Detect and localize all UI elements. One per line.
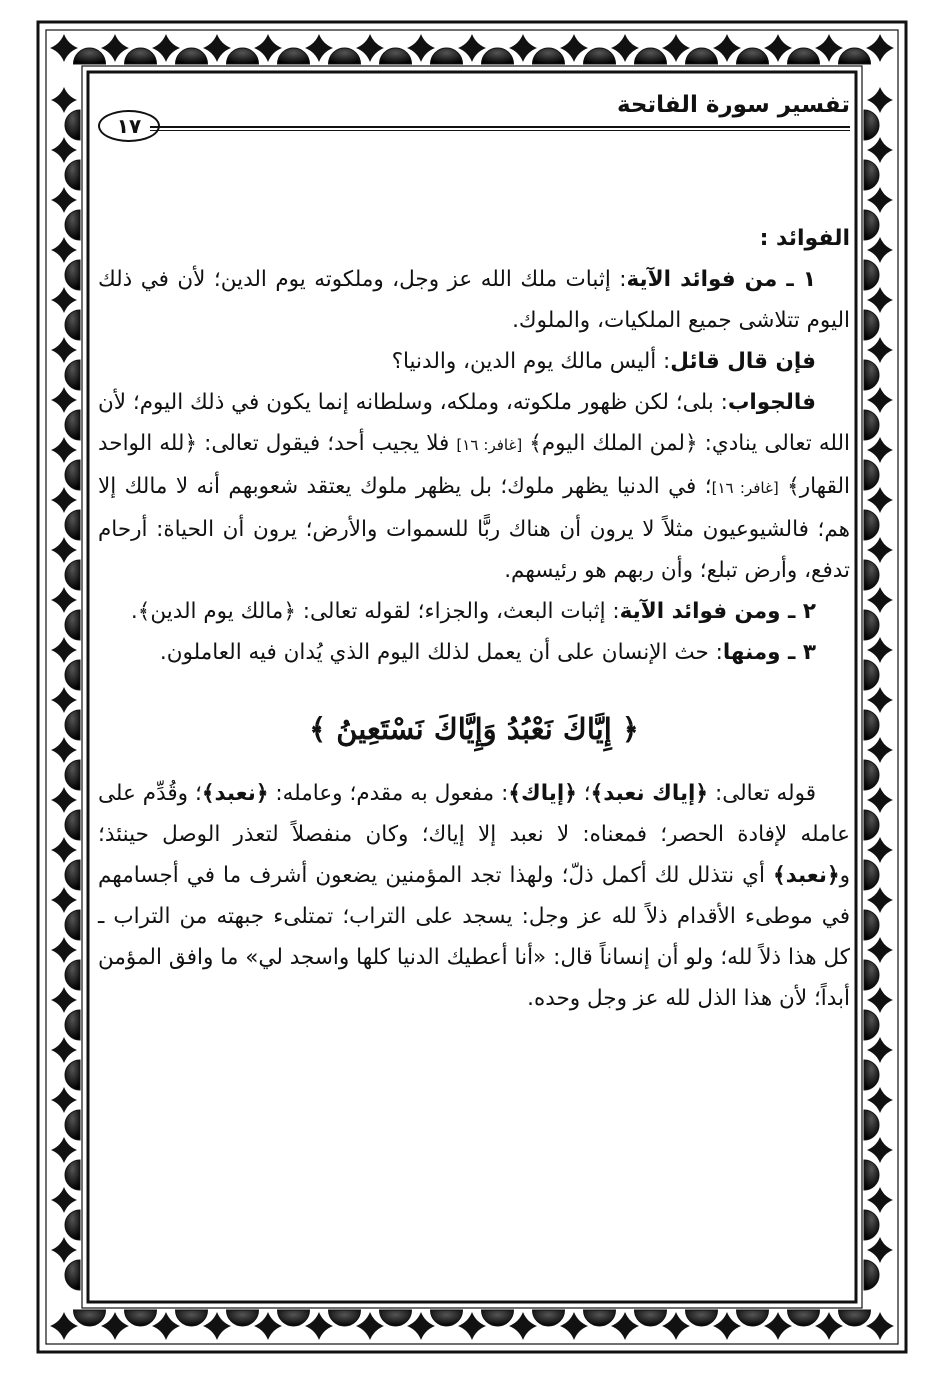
star-ornament-icon [305,34,333,62]
star-ornament-icon [305,1312,333,1340]
star-ornament-icon [867,87,893,113]
star-ornament-icon [51,437,77,463]
paragraph-benefit-2 [98,591,850,632]
paragraph-text: : مفعول به مقدم؛ وعامله: [268,781,509,806]
star-ornament-icon [866,1312,894,1340]
dome-ornament-icon [864,110,879,140]
paragraph-text: : أليس مالك يوم الدين، والدنيا؟ [391,349,671,374]
dome-ornament-icon [65,460,80,490]
dome-ornament-icon [584,1310,616,1326]
page-content [98,92,850,1302]
header-rule-thin [150,130,850,131]
paragraph-text: ؛ في الدنيا يظهر ملوك؛ بل يظهر ملوك يعتقد شعوبهم أنه لا مالك إلا هم؛ فالشيوعيون مثلاً لا يرون أن هناك ربًّا للسموات والأرض؛ يرون أن الحياة: أرحام تدفع، وأرض تبلع؛ وأن ربهم هو رئيسهم. [98,474,850,583]
dome-ornament-icon [65,510,80,540]
star-ornament-icon [51,537,77,563]
dome-ornament-icon [788,48,820,64]
star-ornament-icon [356,1312,384,1340]
dome-ornament-icon [431,1310,463,1326]
paragraph-text: : إثبات ملك الله عز وجل، وملكوته يوم الدين؛ لأن في ذلك اليوم تتلاشى جميع الملكيات، والملوك. [98,267,850,333]
dome-ornament-icon [584,48,616,64]
dome-ornament-icon [864,610,879,640]
dome-ornament-icon [864,960,879,990]
paragraph-answer [98,382,850,591]
dome-ornament-icon [65,410,80,440]
dome-ornament-icon [482,1310,514,1326]
star-ornament-icon [867,737,893,763]
dome-ornament-icon [65,760,80,790]
star-ornament-icon [867,887,893,913]
dome-ornament-icon [864,460,879,490]
paragraph-text: أي نتذلل لك أكمل ذلّ؛ ولهذا تجد المؤمنين يضعون أشرف ما في أجسامهم في موطىء الأقدام ذلاً لله عز وجل: يسجد على التراب؛ تمتلىء جبهته من التراب ـ كل هذا ذلاً لله؛ ولو أن إنساناً قال: «أنا أعطيك الدنيا كلها واسجد لي» ما وافق المؤمن أبداً؛ لأن هذا الذل لله عز وجل وحده. [98,863,850,1011]
quran-quote: ﴿نعبد﴾ [201,781,269,806]
running-header [98,92,850,148]
dome-ornament-icon [635,1310,667,1326]
dome-ornament-icon [329,1310,361,1326]
dome-ornament-icon [788,1310,820,1326]
dome-ornament-icon [65,860,80,890]
dome-ornament-icon [864,1160,879,1190]
dome-ornament-icon [864,1110,879,1140]
dome-ornament-icon [864,760,879,790]
dome-ornament-icon [737,48,769,64]
dome-ornament-icon [65,1060,80,1090]
star-ornament-icon [713,1312,741,1340]
dome-ornament-icon [125,1310,157,1326]
dome-ornament-icon [864,260,879,290]
dome-ornament-icon [864,710,879,740]
star-ornament-icon [867,837,893,863]
star-ornament-icon [867,187,893,213]
star-ornament-icon [867,337,893,363]
star-ornament-icon [51,937,77,963]
dome-ornament-icon [864,810,879,840]
star-ornament-icon [51,1087,77,1113]
star-ornament-icon [867,587,893,613]
dome-ornament-icon [864,210,879,240]
star-ornament-icon [203,34,231,62]
star-ornament-icon [51,687,77,713]
dome-ornament-icon [65,960,80,990]
dome-ornament-icon [65,660,80,690]
star-ornament-icon [51,1187,77,1213]
dome-ornament-icon [864,910,879,940]
star-ornament-icon [713,34,741,62]
star-ornament-icon [764,1312,792,1340]
dome-ornament-icon [864,1210,879,1240]
star-ornament-icon [611,34,639,62]
paragraph-lead: فالجواب [727,390,816,415]
star-ornament-icon [51,387,77,413]
star-ornament-icon [867,287,893,313]
dome-ornament-icon [65,610,80,640]
dome-ornament-icon [65,1260,80,1290]
paragraph-text: : إثبات البعث، والجزاء؛ لقوله تعالى: ﴿مالك يوم الدين﴾. [130,599,620,624]
star-ornament-icon [50,1312,78,1340]
book-title: تفسير سورة الفاتحة [616,92,850,118]
paragraph-benefit-1 [98,259,850,341]
star-ornament-icon [51,1237,77,1263]
star-ornament-icon [356,34,384,62]
dome-ornament-icon [176,1310,208,1326]
star-ornament-icon [815,1312,843,1340]
star-ornament-icon [867,637,893,663]
paragraph-lead: فإن قال قائل [670,349,816,374]
star-ornament-icon [867,437,893,463]
star-ornament-icon [867,987,893,1013]
dome-ornament-icon [533,1310,565,1326]
dome-ornament-icon [65,810,80,840]
star-ornament-icon [611,1312,639,1340]
dome-ornament-icon [65,310,80,340]
star-ornament-icon [51,837,77,863]
dome-ornament-icon [864,1010,879,1040]
star-ornament-icon [867,687,893,713]
star-ornament-icon [867,537,893,563]
star-ornament-icon [867,1237,893,1263]
star-ornament-icon [662,34,690,62]
star-ornament-icon [51,137,77,163]
paragraph-commentary [98,773,850,1019]
dome-ornament-icon [65,910,80,940]
dome-ornament-icon [431,48,463,64]
quran-quote: ﴿إياك نعبد﴾ [590,781,709,806]
dome-ornament-icon [65,1110,80,1140]
dome-ornament-icon [737,1310,769,1326]
dome-ornament-icon [65,360,80,390]
paragraph-lead: ١ ـ من فوائد الآية [626,267,817,292]
dome-ornament-icon [864,510,879,540]
star-ornament-icon [51,987,77,1013]
star-ornament-icon [867,137,893,163]
star-ornament-icon [51,487,77,513]
dome-ornament-icon [227,48,259,64]
star-ornament-icon [866,34,894,62]
star-ornament-icon [867,487,893,513]
verse-heading: ﴿ إِيَّاكَ نَعْبُدُ وَإِيَّاكَ نَسْتَعِينُ ﴾ [309,712,639,746]
star-ornament-icon [51,287,77,313]
dome-ornament-icon [864,310,879,340]
paragraph-text: ؛ وقُدِّم على عامله لإفادة الحصر؛ فمعناه: لا نعبد إلا إياك؛ وكان منفصلاً لتعذر الوصل حينئذ؛ و [98,781,850,888]
dome-ornament-icon [380,1310,412,1326]
star-ornament-icon [407,34,435,62]
dome-ornament-icon [65,1210,80,1240]
dome-ornament-icon [686,1310,718,1326]
paragraph-lead: ٢ ـ ومن فوائد الآية [619,599,816,624]
dome-ornament-icon [278,48,310,64]
star-ornament-icon [51,1037,77,1063]
star-ornament-icon [509,34,537,62]
dome-ornament-icon [864,1060,879,1090]
paragraph-text: فلا يجيب أحد؛ فيقول تعالى: ﴿لله الواحد القهار﴾ [98,431,850,499]
dome-ornament-icon [864,860,879,890]
star-ornament-icon [867,1187,893,1213]
star-ornament-icon [867,1037,893,1063]
paragraph-lead: ٣ ـ ومنها [722,640,816,665]
star-ornament-icon [867,937,893,963]
dome-ornament-icon [65,110,80,140]
dome-ornament-icon [864,560,879,590]
star-ornament-icon [407,1312,435,1340]
star-ornament-icon [51,737,77,763]
star-ornament-icon [867,237,893,263]
star-ornament-icon [662,1312,690,1340]
dome-ornament-icon [74,1310,106,1326]
star-ornament-icon [815,34,843,62]
dome-ornament-icon [839,48,871,64]
dome-ornament-icon [533,48,565,64]
star-ornament-icon [152,1312,180,1340]
star-ornament-icon [51,237,77,263]
dome-ornament-icon [65,260,80,290]
dome-ornament-icon [864,360,879,390]
section-title: الفوائد : [759,226,850,251]
dome-ornament-icon [329,48,361,64]
dome-ornament-icon [635,48,667,64]
star-ornament-icon [50,34,78,62]
quran-reference: [غافر: ١٦] [456,436,523,454]
dome-ornament-icon [380,48,412,64]
star-ornament-icon [51,87,77,113]
star-ornament-icon [51,637,77,663]
paragraph-question [98,341,850,382]
star-ornament-icon [203,1312,231,1340]
star-ornament-icon [101,34,129,62]
star-ornament-icon [254,1312,282,1340]
paragraph-text: قوله تعالى: [708,781,816,806]
star-ornament-icon [51,887,77,913]
dome-ornament-icon [65,560,80,590]
star-ornament-icon [51,337,77,363]
dome-ornament-icon [864,660,879,690]
star-ornament-icon [51,787,77,813]
star-ornament-icon [867,387,893,413]
dome-ornament-icon [278,1310,310,1326]
star-ornament-icon [458,34,486,62]
star-ornament-icon [867,1087,893,1113]
paragraph-text: : بلى؛ لكن ظهور ملكوته، وملكه، وسلطانه إنما يكون في ذلك اليوم؛ لأن الله تعالى ينادي: ﴿لمن الملك اليوم﴾ [98,390,850,456]
star-ornament-icon [764,34,792,62]
star-ornament-icon [51,587,77,613]
star-ornament-icon [867,1137,893,1163]
star-ornament-icon [560,34,588,62]
dome-ornament-icon [65,1160,80,1190]
dome-ornament-icon [227,1310,259,1326]
quran-quote: ﴿إياك﴾ [508,781,577,806]
paragraph-text: ؛ [576,781,591,806]
dome-ornament-icon [65,210,80,240]
star-ornament-icon [51,1137,77,1163]
dome-ornament-icon [74,48,106,64]
quran-reference: [غافر: ١٦] [711,479,779,497]
star-ornament-icon [51,187,77,213]
dome-ornament-icon [686,48,718,64]
dome-ornament-icon [125,48,157,64]
dome-ornament-icon [864,410,879,440]
dome-ornament-icon [482,48,514,64]
star-ornament-icon [101,1312,129,1340]
star-ornament-icon [152,34,180,62]
page-number: ١٧ [98,110,160,142]
quran-quote: ﴿نعبد﴾ [773,863,840,888]
star-ornament-icon [509,1312,537,1340]
dome-ornament-icon [176,48,208,64]
dome-ornament-icon [839,1310,871,1326]
star-ornament-icon [458,1312,486,1340]
star-ornament-icon [254,34,282,62]
star-ornament-icon [560,1312,588,1340]
dome-ornament-icon [65,160,80,190]
paragraph-benefit-3 [98,632,850,673]
dome-ornament-icon [864,1260,879,1290]
paragraph-text: : حث الإنسان على أن يعمل لذلك اليوم الذي يُدان فيه العاملون. [159,640,723,665]
dome-ornament-icon [65,1010,80,1040]
dome-ornament-icon [65,710,80,740]
dome-ornament-icon [864,160,879,190]
header-rule [150,126,850,128]
star-ornament-icon [867,787,893,813]
